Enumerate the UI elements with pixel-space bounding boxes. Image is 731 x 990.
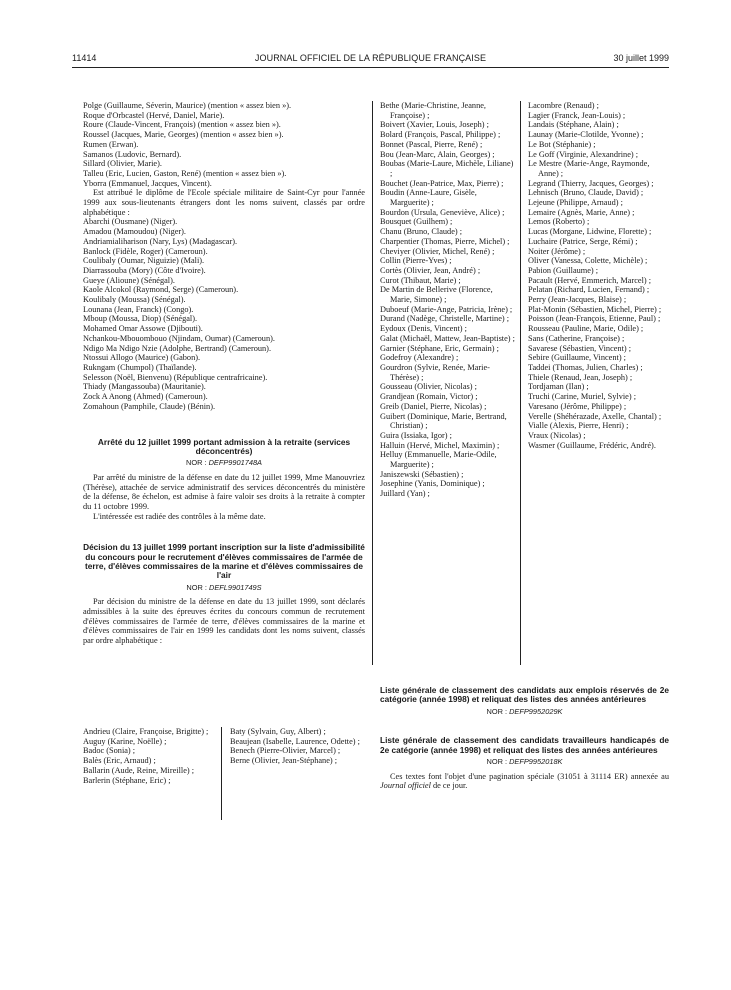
candidate-name: Launay (Marie-Clotilde, Yvonne) ;	[528, 130, 644, 140]
candidate-name: Oliver (Vanessa, Colette, Michèle) ;	[528, 256, 648, 266]
decision-title: Décision du 13 juillet 1999 portant inscription sur la liste d'admissibilité du concours pour le recrutement d'élèves commissaires de l'armée de terre, d'élèves commissaires de la marine et d'élèves commissaires de l'air	[83, 542, 365, 581]
arrete-paragraph: Par arrêté du ministre de la défense en date du 12 juillet 1999, Mme Manouvriez (Thérèse), attachée de service administratif des services déconcentrés du ministère de la défense, 8e échelon, est admise à faire valoir ses droits à la retraite à compter du 11 octobre 1999.	[83, 472, 365, 511]
list-item: Rukngam (Chumpol) (Thaïlande).	[83, 362, 197, 372]
list-item: Kaole Alcokol (Raymond, Serge) (Cameroun).	[83, 285, 239, 295]
candidate-name: Noiter (Jérôme) ;	[528, 246, 586, 256]
candidate-name: Cortès (Olivier, Jean, André) ;	[380, 265, 481, 275]
candidate-name: Legrand (Thierry, Jacques, Georges) ;	[528, 178, 654, 188]
list-item: Andriamialiharison (Nary, Lys) (Madagascar).	[83, 236, 238, 246]
candidate-name: Landais (Stéphane, Alain) ;	[528, 120, 619, 130]
candidate-name: Bourdon (Ursula, Geneviève, Alice) ;	[380, 207, 505, 217]
list-item: Coulibaly (Oumar, Niguizie) (Mali).	[83, 256, 205, 266]
lower-right-section	[380, 686, 669, 791]
list-item: Ntossui Allogo (Maurice) (Gabon).	[83, 353, 201, 363]
candidate-name: Barlerin (Stéphane, Eric) ;	[83, 775, 171, 785]
candidate-name: Balès (Eric, Arnaud) ;	[83, 756, 156, 766]
candidate-name: Badoc (Sonia) ;	[83, 746, 136, 756]
list-item: Thiady (Mangassouba) (Mauritanie).	[83, 382, 206, 392]
candidate-name: Taddei (Thomas, Julien, Charles) ;	[528, 362, 643, 372]
list-item: Zomahoun (Pamphile, Claude) (Bénin).	[83, 401, 216, 411]
arrete-paragraph-2: L'intéressée est radiée des contrôles à la même date.	[93, 511, 266, 521]
candidate-name: Pelatan (Richard, Lucien, Fernand) ;	[528, 285, 650, 295]
candidate-name: Vraux (Nicolas) ;	[528, 430, 586, 440]
candidate-name: Bou (Jean-Marc, Alain, Georges) ;	[380, 149, 495, 159]
column-3-names	[528, 101, 669, 450]
list-item: Diarrassouba (Mory) (Côte d'Ivoire).	[83, 265, 206, 275]
list-item: Mboup (Moussa, Diop) (Sénégal).	[83, 314, 198, 324]
candidate-name: Charpentier (Thomas, Pierre, Michel) ;	[380, 236, 510, 246]
liste1-nor: NOR : DEFP9952029K	[486, 706, 563, 716]
candidate-name: Bouchet (Jean-Patrice, Max, Pierre) ;	[380, 178, 504, 188]
candidate-name: Galat (Michaël, Mattew, Jean-Baptiste) ;	[380, 333, 515, 343]
candidate-name: Guira (Issiaka, Igor) ;	[380, 430, 452, 440]
candidate-name: Gourdron (Sylvie, Renée, Marie-Thérèse) ;	[380, 362, 490, 382]
candidate-name: Godefroy (Alexandre) ;	[380, 353, 459, 363]
list-item: Polge (Guillaume, Séverin, Maurice) (mention « assez bien »).	[83, 101, 292, 110]
candidate-name: Ballarin (Aude, Reine, Mireille) ;	[83, 765, 195, 775]
candidate-name: Gousseau (Olivier, Nicolas) ;	[380, 382, 477, 392]
list-item: Banlock (Fidèle, Roger) (Cameroun).	[83, 246, 208, 256]
candidate-name: Boudin (Anne-Laure, Gisèle, Marguerite) ;	[380, 188, 477, 208]
candidate-name: Savarese (Sébastien, Vincent) ;	[528, 343, 632, 353]
candidate-name: Varesano (Jérôme, Philippe) ;	[528, 401, 627, 411]
column-divider-2	[520, 101, 521, 665]
candidate-name: Lacombre (Renaud) ;	[528, 101, 599, 110]
candidate-name: Luchaire (Patrice, Serge, Rémi) ;	[528, 236, 638, 246]
candidate-name: Janiszewski (Sébastien) ;	[380, 469, 464, 479]
list-item: Lounana (Jean, Franck) (Congo).	[83, 304, 194, 314]
list-item: Gueye (Alioune) (Sénégal).	[83, 275, 175, 285]
candidate-name: Collin (Pierre-Yves) ;	[380, 256, 452, 266]
column-1	[83, 101, 365, 646]
candidate-name: Grandjean (Romain, Victor) ;	[380, 392, 478, 402]
candidate-name: Eydoux (Denis, Vincent) ;	[380, 324, 467, 334]
candidate-name: Wasmer (Guillaume, Frédéric, André).	[528, 440, 656, 450]
candidate-name: Le Goff (Virginie, Alexandrine) ;	[528, 149, 639, 159]
candidate-name: Bousquet (Guilhem) ;	[380, 217, 453, 227]
list-item: Abarchi (Ousmane) (Niger).	[83, 217, 178, 227]
candidate-name: Curot (Thibaut, Marie) ;	[380, 275, 461, 285]
candidate-name: Tordjaman (Ilan) ;	[528, 382, 589, 392]
candidate-name: Lucas (Morgane, Lidwine, Florette) ;	[528, 227, 652, 237]
candidate-name: Beaujean (Isabelle, Laurence, Odette) ;	[230, 736, 360, 746]
list-item: Koulibaly (Moussa) (Sénégal).	[83, 295, 186, 305]
list-item: Rumen (Erwan).	[83, 139, 139, 149]
candidate-name: Lehnisch (Bruno, Claude, David) ;	[528, 188, 644, 198]
issue-date: 30 juillet 1999	[613, 53, 669, 63]
candidate-name: Vialle (Alexis, Pierre, Henri) ;	[528, 421, 629, 431]
list-item: Zock A Anong (Ahmed) (Cameroun).	[83, 392, 208, 402]
arrete-nor: NOR : DEFP9901748A	[185, 458, 262, 468]
list-item: Selesson (Noël, Bienvenu) (République centrafricaine).	[83, 372, 268, 382]
list-item: Mohamed Omar Assowe (Djibouti).	[83, 324, 203, 334]
candidate-name: Bethe (Marie-Christine, Jeanne, Françoise) ;	[380, 101, 486, 120]
list-item: Yborra (Emmanuel, Jacques, Vincent).	[83, 178, 212, 188]
pagination-note: Ces textes font l'objet d'une pagination spéciale (31051 à 31114 ER) annexée au Journal officiel de ce jour.	[380, 771, 669, 791]
candidate-name: Verelle (Shéhérazade, Axelle, Chantal) ;	[528, 411, 662, 421]
candidate-name: Le Bot (Stéphanie) ;	[528, 139, 596, 149]
liste1-title: Liste générale de classement des candidats aux emplois réservés de 2e catégorie (année 1998) et reliquat des listes des années antérieures	[380, 685, 669, 705]
journal-title: JOURNAL OFFICIEL DE LA RÉPUBLIQUE FRANÇAISE	[254, 53, 487, 63]
candidate-name: Poisson (Jean-François, Etienne, Paul) ;	[528, 314, 661, 324]
candidate-name: Josephine (Yanis, Dominique) ;	[380, 479, 485, 489]
candidate-name: Bonnet (Pascal, Pierre, René) ;	[380, 139, 483, 149]
foreign-officer-list	[83, 217, 365, 411]
list-item: Ndigo Ma Ndigo Nzie (Adolphe, Bertrand) (Cameroun).	[83, 343, 272, 353]
candidate-name: De Martin de Bellerive (Florence, Marie, Simone) ;	[380, 285, 493, 305]
candidate-name: Greib (Daniel, Pierre, Nicolas) ;	[380, 401, 487, 411]
list-item: Roure (Claude-Vincent, François) (mention « assez bien »).	[83, 120, 281, 130]
candidate-name: Guibert (Dominique, Marie, Bertrand, Christian) ;	[380, 411, 507, 431]
candidate-name: Benech (Pierre-Olivier, Marcel) ;	[230, 746, 341, 756]
subcolumn-divider	[221, 727, 222, 820]
candidate-name: Cheviyer (Olivier, Michel, René) ;	[380, 246, 495, 256]
list-item: Amadou (Mamoudou) (Niger).	[83, 227, 186, 237]
decision-nor: NOR : DEFL9901749S	[186, 582, 262, 592]
candidate-name: Lemaire (Agnès, Marie, Anne) ;	[528, 207, 635, 217]
candidate-name: Thiele (Renaud, Jean, Joseph) ;	[528, 372, 633, 382]
candidate-name: Sebire (Guillaume, Vincent) ;	[528, 353, 626, 363]
admissible-names-right	[230, 727, 365, 766]
list-item: Nchankou-Mbouombouo (Njindam, Oumar) (Cameroun).	[83, 333, 275, 343]
candidate-name: Halluin (Hervé, Michel, Maximin) ;	[380, 440, 500, 450]
candidate-name: Chanu (Bruno, Claude) ;	[380, 227, 463, 237]
candidate-name: Durand (Nadège, Christelle, Martine) ;	[380, 314, 510, 324]
decision-paragraph: Par décision du ministre de la défense en date du 13 juillet 1999, sont déclarés admissibles à la suite des épreuves écrites du concours commun de recrutement d'élèves commissaires de l'armée de terre, d'élèves commissaires de la marine et d'élèves commissaires de l'air en 1999 les candidats dont les noms suivent, classés par ordre alphabétique :	[83, 597, 365, 646]
candidate-name: Boubas (Marie-Laure, Michèle, Liliane) ;	[380, 159, 514, 178]
candidate-name: Pacault (Hervé, Emmerich, Marcel) ;	[528, 275, 652, 285]
liste2-title: Liste générale de classement des candidats travailleurs handicapés de 2e catégorie (année 1998) et reliquat des listes des années antérieures	[380, 735, 669, 755]
header-rule	[72, 67, 669, 68]
candidate-name: Lemos (Roberto) ;	[528, 217, 590, 227]
candidate-name: Perry (Jean-Jacques, Blaise) ;	[528, 295, 627, 305]
candidate-name: Plat-Monin (Sébastien, Michel, Pierre) ;	[528, 304, 662, 314]
candidate-name: Andrieu (Claire, Françoise, Brigitte) ;	[83, 727, 209, 736]
liste2-nor: NOR : DEFP9952018K	[486, 756, 563, 766]
list-item: Roussel (Jacques, Marie, Georges) (mention « assez bien »).	[83, 130, 284, 140]
candidate-name: Sans (Catherine, Françoise) ;	[528, 333, 625, 343]
candidate-name: Lagier (Franck, Jean-Louis) ;	[528, 110, 626, 120]
candidate-name: Le Mestre (Marie-Ange, Raymonde, Anne) ;	[528, 159, 650, 178]
candidate-name: Baty (Sylvain, Guy, Albert) ;	[230, 727, 326, 736]
list-item: Samanos (Ludovic, Bernard).	[83, 149, 182, 159]
candidate-name: Garnier (Stéphane, Eric, Germain) ;	[380, 343, 499, 353]
arrete-title: Arrêté du 12 juillet 1999 portant admission à la retraite (services déconcentrés)	[97, 436, 351, 456]
candidate-name: Duboeuf (Marie-Ange, Patricia, Irène) ;	[380, 304, 513, 314]
candidate-name: Truchi (Carine, Muriel, Sylvie) ;	[528, 392, 637, 402]
list-item: Talleu (Eric, Lucien, Gaston, René) (mention « assez bien »).	[83, 168, 287, 178]
candidate-name: Pabion (Guillaume) ;	[528, 265, 599, 275]
list-item: Sillard (Olivier, Marie).	[83, 159, 162, 169]
candidate-name: Bolard (François, Pascal, Philippe) ;	[380, 130, 501, 140]
column-2-names	[380, 101, 515, 499]
candidate-name: Berne (Olivier, Jean-Stéphane) ;	[230, 756, 338, 766]
candidate-name: Auguy (Karine, Noëlle) ;	[83, 736, 167, 746]
column-divider-1	[372, 101, 373, 665]
saint-cyr-paragraph: Est attribué le diplôme de l'Ecole spéciale militaire de Saint-Cyr pour l'année 1999 aux sous-lieutenants étrangers dont les noms suivent, classés par ordre alphabétique :	[83, 188, 365, 217]
candidate-name: Boivert (Xavier, Louis, Joseph) ;	[380, 120, 489, 130]
candidate-name: Helluy (Emmanuelle, Marie-Odile, Marguerite) ;	[380, 450, 497, 470]
candidate-name: Juillard (Yan) ;	[380, 489, 430, 499]
graduate-list	[83, 101, 365, 188]
page-number: 11414	[72, 53, 97, 63]
candidate-name: Lejeune (Philippe, Arnaud) ;	[528, 198, 623, 208]
page-header	[72, 53, 669, 67]
admissible-names-left	[83, 727, 211, 785]
candidate-name: Rousseau (Pauline, Marie, Odile) ;	[528, 324, 644, 334]
list-item: Roque d'Orbcastel (Hervé, Daniel, Marie).	[83, 110, 225, 120]
